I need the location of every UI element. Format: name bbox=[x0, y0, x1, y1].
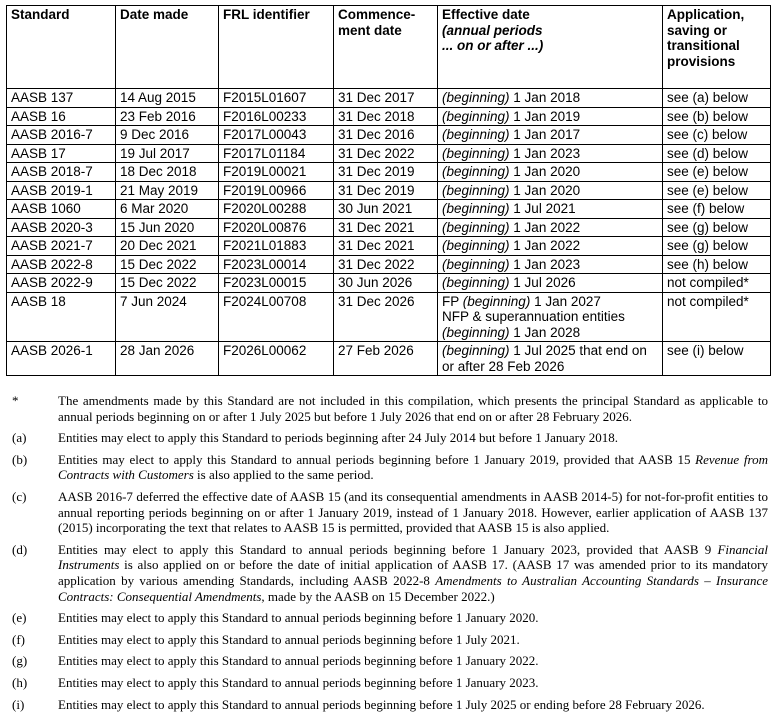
cell-application: see (a) below bbox=[663, 89, 771, 108]
cell-standard: AASB 2022-8 bbox=[7, 255, 116, 274]
header-effective-subtitle-line1: (annual periods bbox=[442, 22, 543, 38]
footnote-marker: (f) bbox=[12, 631, 25, 647]
table-row bbox=[7, 342, 771, 376]
table-row bbox=[7, 163, 771, 182]
cell-frl-identifier: F2024L00708 bbox=[219, 292, 334, 342]
footnote bbox=[0, 675, 768, 691]
cell-commencement-date: 31 Dec 2022 bbox=[334, 144, 438, 163]
footnote-text: The amendments made by this Standard are not included in this compilation, which presents the principal Standard as applicable to annual periods beginning on or after 1 July 2025 but before 1 July 2026 that end on or after 28 February 2026. bbox=[58, 393, 768, 424]
footnote-marker: (e) bbox=[12, 610, 27, 626]
cell-standard: AASB 2020-3 bbox=[7, 218, 116, 237]
header-date-made: Date made bbox=[116, 6, 219, 89]
cell-effective-date: (beginning) 1 Jan 2023 bbox=[438, 255, 663, 274]
cell-date-made: 18 Dec 2018 bbox=[116, 163, 219, 182]
header-commencement-line2: ment date bbox=[338, 22, 402, 38]
table-row bbox=[7, 274, 771, 293]
cell-date-made: 6 Mar 2020 bbox=[116, 200, 219, 219]
cell-application: not compiled* bbox=[663, 292, 771, 342]
cell-commencement-date: 31 Dec 2026 bbox=[334, 292, 438, 342]
cell-date-made: 9 Dec 2016 bbox=[116, 126, 219, 145]
cell-effective-date: (beginning) 1 Jan 2020 bbox=[438, 163, 663, 182]
cell-commencement-date: 27 Feb 2026 bbox=[334, 342, 438, 376]
footnote-marker: (h) bbox=[12, 674, 28, 690]
footnote-text: Entities may elect to apply this Standard to annual periods beginning before 1 January 2023. bbox=[58, 674, 539, 690]
footnote bbox=[0, 430, 768, 446]
cell-date-made: 15 Dec 2022 bbox=[116, 255, 219, 274]
cell-date-made: 28 Jan 2026 bbox=[116, 342, 219, 376]
cell-effective-date: (beginning) 1 Jan 2018 bbox=[438, 89, 663, 108]
cell-commencement-date: 31 Dec 2018 bbox=[334, 107, 438, 126]
cell-effective-date: (beginning) 1 Jan 2017 bbox=[438, 126, 663, 145]
cell-commencement-date: 31 Dec 2019 bbox=[334, 181, 438, 200]
cell-frl-identifier: F2023L00014 bbox=[219, 255, 334, 274]
cell-standard: AASB 1060 bbox=[7, 200, 116, 219]
footnote-text: Entities may elect to apply this Standard to annual periods beginning before 1 January 2023, provided that AASB 9 Financial Instruments is also applied on or before the date of initial application of AASB 17. (AASB 17 was amended prior to its mandatory application by various amending Standards, including AASB 2022-8 Amendments to Australian Accounting Standards – Insurance Contracts: Consequential Amendments, made by the AASB on 15 December 2022.) bbox=[58, 541, 768, 604]
cell-date-made: 19 Jul 2017 bbox=[116, 144, 219, 163]
cell-standard: AASB 16 bbox=[7, 107, 116, 126]
footnote bbox=[0, 542, 768, 604]
cell-frl-identifier: F2020L00876 bbox=[219, 218, 334, 237]
cell-frl-identifier: F2017L01184 bbox=[219, 144, 334, 163]
cell-commencement-date: 30 Jun 2026 bbox=[334, 274, 438, 293]
cell-commencement-date: 30 Jun 2021 bbox=[334, 200, 438, 219]
footnote-marker: (i) bbox=[12, 696, 25, 712]
footnote-text: Entities may elect to apply this Standard to periods beginning after 24 July 2014 but before 1 January 2018. bbox=[58, 430, 618, 446]
standards-table-body bbox=[7, 89, 771, 376]
header-commencement-date bbox=[334, 6, 438, 89]
table-row bbox=[7, 144, 771, 163]
cell-effective-date: (beginning) 1 Jan 2023 bbox=[438, 144, 663, 163]
table-row bbox=[7, 292, 771, 342]
cell-date-made: 15 Dec 2022 bbox=[116, 274, 219, 293]
cell-frl-identifier: F2019L00021 bbox=[219, 163, 334, 182]
cell-application: see (f) below bbox=[663, 200, 771, 219]
cell-standard: AASB 137 bbox=[7, 89, 116, 108]
cell-application: see (d) below bbox=[663, 144, 771, 163]
cell-frl-identifier: F2019L00966 bbox=[219, 181, 334, 200]
cell-effective-date: (beginning) 1 Jul 2026 bbox=[438, 274, 663, 293]
table-row bbox=[7, 181, 771, 200]
footnote-marker: * bbox=[12, 393, 19, 408]
cell-standard: AASB 2022-9 bbox=[7, 274, 116, 293]
cell-frl-identifier: F2023L00015 bbox=[219, 274, 334, 293]
footnote bbox=[0, 632, 768, 648]
footnote-text: Entities may elect to apply this Standard to annual periods beginning before 1 July 2021. bbox=[58, 631, 520, 647]
cell-frl-identifier: F2021L01883 bbox=[219, 237, 334, 256]
footnote-text: Entities may elect to apply this Standard to annual periods beginning before 1 January 2020. bbox=[58, 610, 539, 626]
footnote-marker: (g) bbox=[12, 653, 28, 669]
table-row bbox=[7, 255, 771, 274]
cell-commencement-date: 31 Dec 2022 bbox=[334, 255, 438, 274]
cell-application: see (c) below bbox=[663, 126, 771, 145]
footnote-marker: (d) bbox=[12, 541, 28, 557]
cell-standard: AASB 2026-1 bbox=[7, 342, 116, 376]
cell-effective-date: (beginning) 1 Jan 2022 bbox=[438, 218, 663, 237]
cell-standard: AASB 18 bbox=[7, 292, 116, 342]
cell-application: see (h) below bbox=[663, 255, 771, 274]
cell-standard: AASB 2016-7 bbox=[7, 126, 116, 145]
footnote-marker: (a) bbox=[12, 430, 27, 446]
footnote bbox=[0, 489, 768, 536]
cell-frl-identifier: F2020L00288 bbox=[219, 200, 334, 219]
cell-commencement-date: 31 Dec 2021 bbox=[334, 237, 438, 256]
cell-date-made: 21 May 2019 bbox=[116, 181, 219, 200]
table-row bbox=[7, 126, 771, 145]
table-row bbox=[7, 89, 771, 108]
footnotes-section bbox=[0, 393, 768, 712]
footnote bbox=[0, 393, 768, 424]
table-row bbox=[7, 107, 771, 126]
table-header-row bbox=[7, 6, 771, 89]
standards-table bbox=[6, 5, 771, 376]
cell-effective-date: (beginning) 1 Jul 2025 that end on or after 28 Feb 2026 bbox=[438, 342, 663, 376]
footnote bbox=[0, 452, 768, 483]
table-row bbox=[7, 200, 771, 219]
cell-effective-date: (beginning) 1 Jul 2021 bbox=[438, 200, 663, 219]
cell-date-made: 14 Aug 2015 bbox=[116, 89, 219, 108]
cell-standard: AASB 2021-7 bbox=[7, 237, 116, 256]
cell-standard: AASB 17 bbox=[7, 144, 116, 163]
cell-application: see (i) below bbox=[663, 342, 771, 376]
cell-application: not compiled* bbox=[663, 274, 771, 293]
footnote-text: AASB 2016-7 deferred the effective date of AASB 15 (and its consequential amendments in AASB 2014-5) for not-for-profit entities to annual reporting periods beginning on or after 1 January 2019, instead of 1 January 2018. However, earlier application of AASB 137 (2015) incorporating the text that relates to AASB 15 is permitted, provided that AASB 15 is also applied. bbox=[58, 488, 768, 536]
footnote bbox=[0, 653, 768, 669]
cell-frl-identifier: F2016L00233 bbox=[219, 107, 334, 126]
cell-application: see (b) below bbox=[663, 107, 771, 126]
cell-date-made: 7 Jun 2024 bbox=[116, 292, 219, 342]
cell-date-made: 20 Dec 2021 bbox=[116, 237, 219, 256]
cell-frl-identifier: F2015L01607 bbox=[219, 89, 334, 108]
footnote-text: Entities may elect to apply this Standard to annual periods beginning before 1 January 2019, provided that AASB 15 Revenue from Contracts with Customers is also applied to the same period. bbox=[58, 451, 768, 483]
header-standard: Standard bbox=[7, 6, 116, 89]
header-frl-identifier: FRL identifier bbox=[219, 6, 334, 89]
footnote bbox=[0, 697, 768, 713]
header-effective-subtitle-line2: ... on or after ...) bbox=[442, 38, 544, 53]
footnote-marker: (c) bbox=[12, 488, 27, 504]
header-effective-date bbox=[438, 6, 663, 89]
header-application: Application, saving or transitional provisions bbox=[663, 6, 771, 89]
cell-date-made: 23 Feb 2016 bbox=[116, 107, 219, 126]
table-row bbox=[7, 218, 771, 237]
cell-frl-identifier: F2026L00062 bbox=[219, 342, 334, 376]
cell-frl-identifier: F2017L00043 bbox=[219, 126, 334, 145]
cell-effective-date: (beginning) 1 Jan 2019 bbox=[438, 107, 663, 126]
footnote bbox=[0, 610, 768, 626]
cell-commencement-date: 31 Dec 2021 bbox=[334, 218, 438, 237]
cell-effective-date: FP (beginning) 1 Jan 2027 NFP & superannuation entities (beginning) 1 Jan 2028 bbox=[438, 292, 663, 342]
cell-commencement-date: 31 Dec 2016 bbox=[334, 126, 438, 145]
cell-application: see (e) below bbox=[663, 181, 771, 200]
header-commencement-line1: Commence- bbox=[338, 7, 416, 22]
footnote-marker: (b) bbox=[12, 451, 28, 467]
footnote-text: Entities may elect to apply this Standard to annual periods beginning before 1 January 2022. bbox=[58, 653, 539, 669]
cell-application: see (e) below bbox=[663, 163, 771, 182]
cell-date-made: 15 Jun 2020 bbox=[116, 218, 219, 237]
footnote-text: Entities may elect to apply this Standard to annual periods beginning before 1 July 2025 or ending before 28 February 2026. bbox=[58, 696, 705, 712]
cell-application: see (g) below bbox=[663, 218, 771, 237]
cell-effective-date: (beginning) 1 Jan 2020 bbox=[438, 181, 663, 200]
cell-commencement-date: 31 Dec 2017 bbox=[334, 89, 438, 108]
cell-effective-date: (beginning) 1 Jan 2022 bbox=[438, 237, 663, 256]
table-row bbox=[7, 237, 771, 256]
cell-standard: AASB 2019-1 bbox=[7, 181, 116, 200]
cell-standard: AASB 2018-7 bbox=[7, 163, 116, 182]
header-effective-title: Effective date bbox=[442, 7, 530, 22]
cell-application: see (g) below bbox=[663, 237, 771, 256]
cell-commencement-date: 31 Dec 2019 bbox=[334, 163, 438, 182]
